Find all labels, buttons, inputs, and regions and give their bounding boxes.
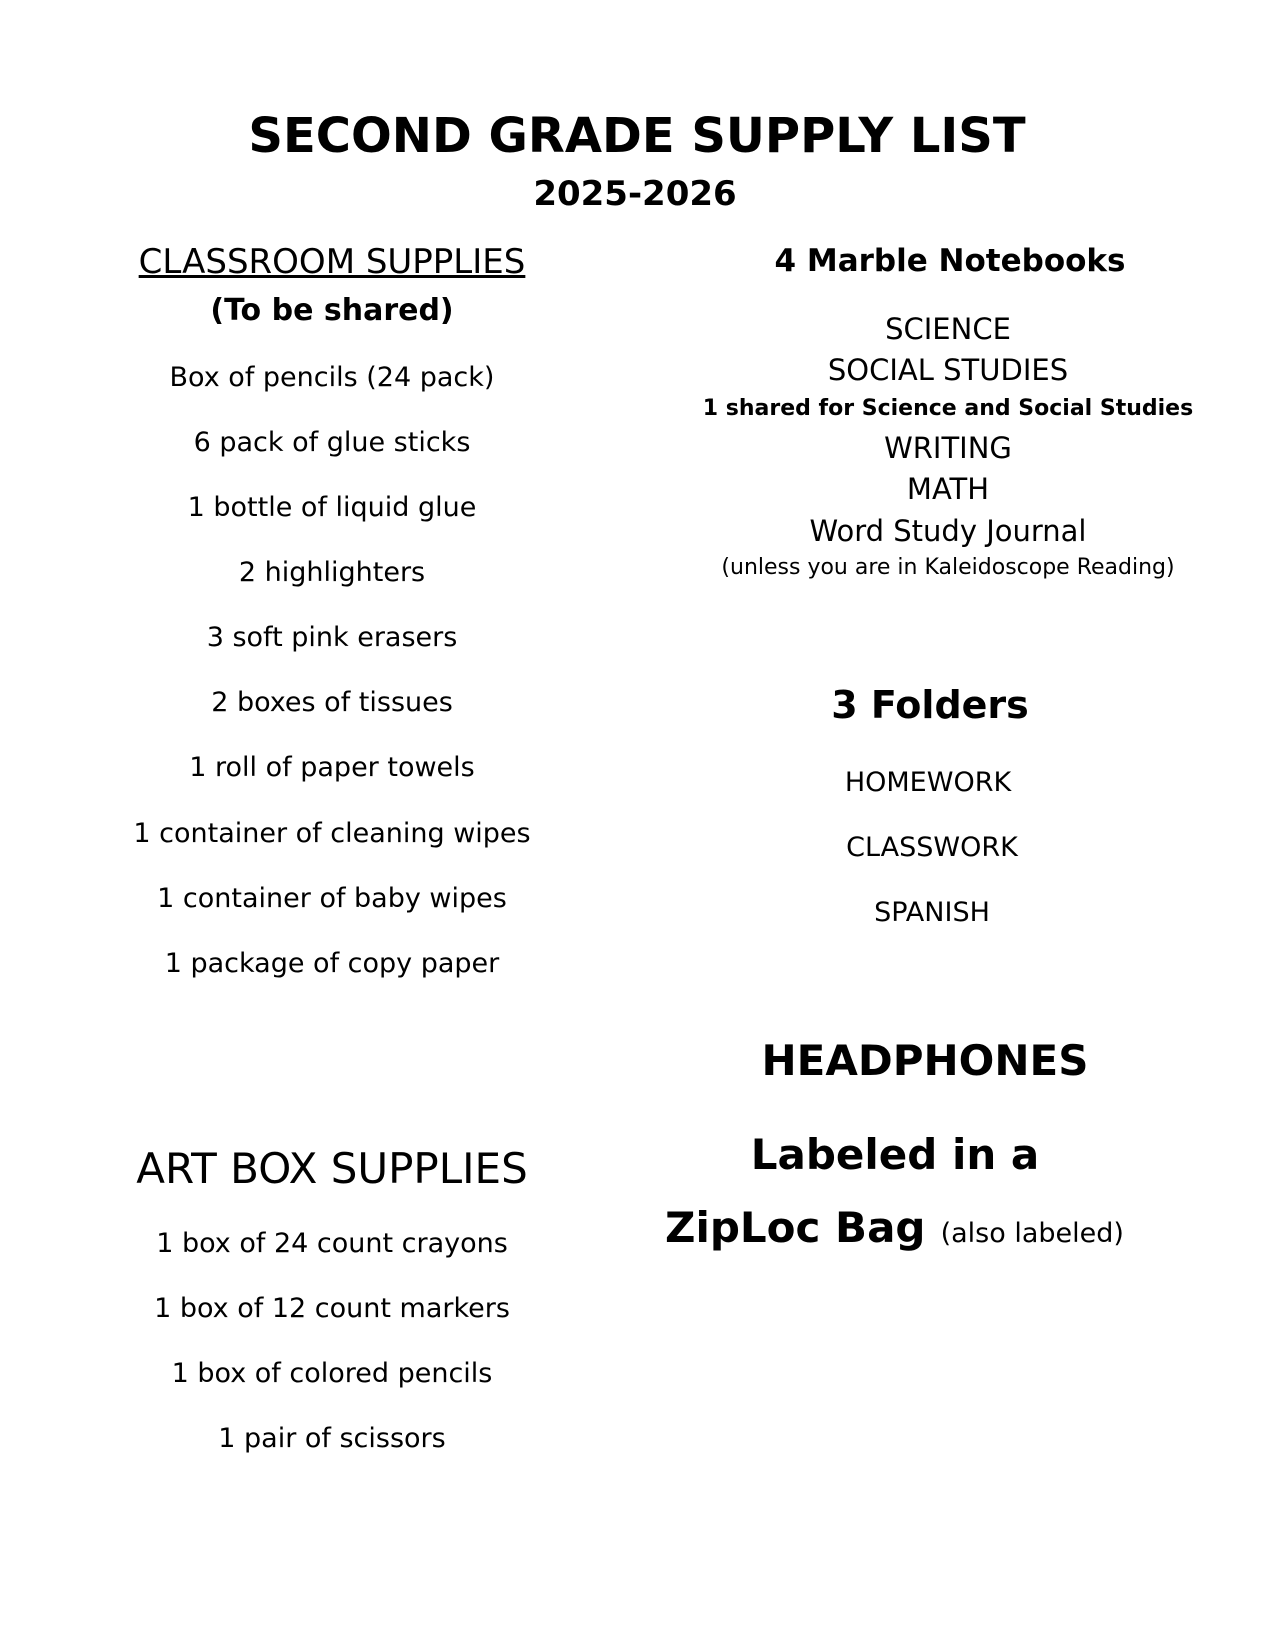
notebook-item: SOCIAL STUDIES [827,353,1069,387]
notebooks-heading: 4 Marble Notebooks [774,243,1126,279]
folder-item: SPANISH [874,897,990,928]
notebook-item: WRITING [884,431,1012,465]
list-item: 1 box of colored pencils [171,1358,493,1389]
school-year: 2025-2026 [533,174,737,214]
headphones-label-line: Labeled in a [750,1130,1040,1179]
art-supplies-heading: ART BOX SUPPLIES [136,1144,528,1193]
list-item: 2 highlighters [238,557,426,588]
list-item: 1 bottle of liquid glue [187,492,477,523]
list-item: 1 roll of paper towels [189,752,475,783]
list-item: 1 box of 12 count markers [154,1293,510,1324]
ziploc-note: (also labeled) [940,1218,1124,1249]
folder-item: CLASSWORK [846,832,1018,863]
classroom-supplies-heading: CLASSROOM SUPPLIES [138,242,526,282]
exception-note: (unless you are in Kaleidoscope Reading) [721,555,1175,580]
list-item: 1 box of 24 count crayons [156,1228,508,1259]
ziploc-line [665,1203,1124,1252]
shared-note: 1 shared for Science and Social Studies [702,396,1194,421]
notebook-item: Word Study Journal [809,514,1087,548]
headphones-heading: HEADPHONES [761,1036,1089,1085]
list-item: 1 container of baby wipes [157,883,507,914]
list-item: 3 soft pink erasers [206,622,458,653]
list-item: 6 pack of glue sticks [193,427,471,458]
folder-item: HOMEWORK [844,767,1012,798]
classroom-supplies-subheading: (To be shared) [210,293,454,328]
notebook-item: SCIENCE [885,312,1011,346]
list-item: 1 container of cleaning wipes [133,818,531,849]
ziploc-bag-text: ZipLoc Bag [665,1203,926,1252]
list-item: 2 boxes of tissues [211,687,453,718]
list-item: 1 pair of scissors [218,1423,446,1454]
folders-heading: 3 Folders [831,683,1029,727]
list-item: Box of pencils (24 pack) [169,362,495,393]
list-item: 1 package of copy paper [164,948,500,979]
page-title: SECOND GRADE SUPPLY LIST [248,108,1026,164]
notebook-item: MATH [906,472,990,506]
